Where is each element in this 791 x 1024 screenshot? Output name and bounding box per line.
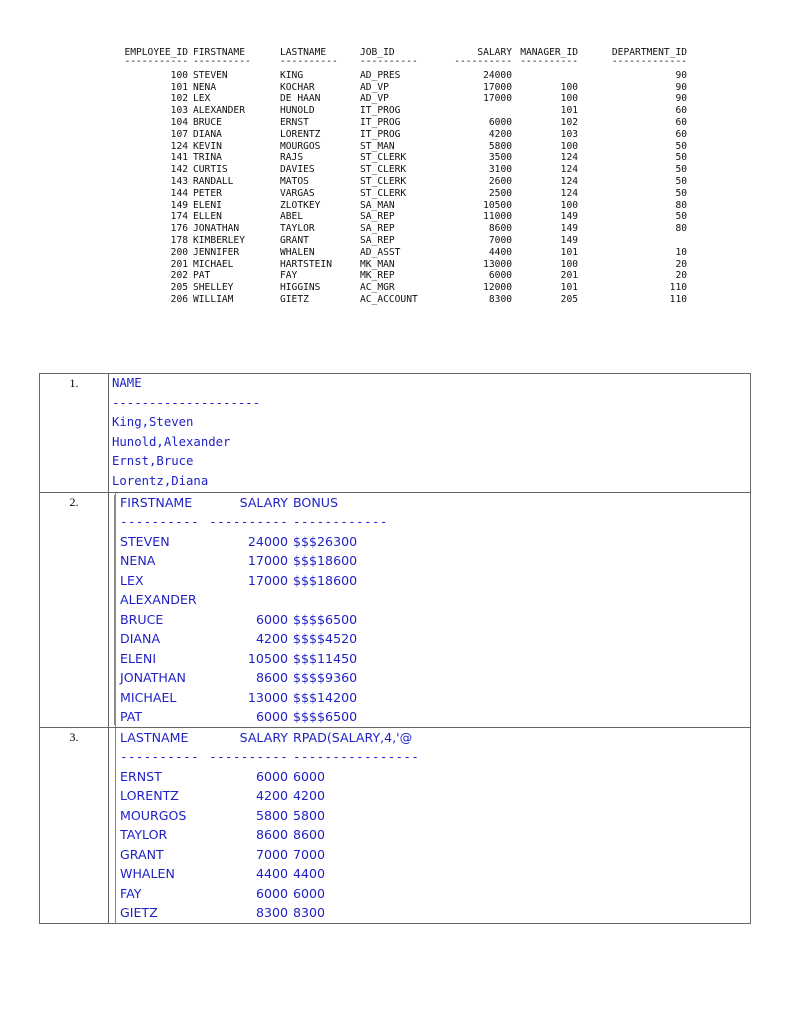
employee-row [96,294,687,306]
employee-row [96,176,687,188]
column-header: RPAD(SALARY,4,'@ [293,729,413,745]
employee-cell [578,235,687,247]
result-cell: ERNST [120,768,162,784]
employee-cell: AD_VP [360,93,389,105]
employee-cell: 124 [560,164,578,176]
employee-cell [438,105,512,117]
result-cell: $$$14200 [293,689,358,705]
column-header: SALARY [477,47,512,58]
result-cell: 17000 [247,553,288,569]
result-row [120,767,750,787]
employee-cell: LORENTZ [280,128,321,140]
employee-cell: ST_MAN [360,140,395,152]
result-header: NAME [112,376,142,390]
employee-cell: 100 [560,93,578,105]
employee-cell: 124 [170,140,188,152]
result-cell: 24000 [247,533,288,549]
employee-cell: 10 [675,246,687,258]
result-cell: $$$$4520 [293,631,358,647]
employee-cell: 50 [675,152,687,164]
result-header-row [120,728,750,748]
employee-cell: 50 [675,175,687,187]
employee-cell: ABEL [280,211,304,223]
result-cell: 8600 [293,827,326,843]
employee-cell: 60 [675,116,687,128]
employee-cell: 149 [560,223,578,235]
employee-cell: 149 [560,234,578,246]
employee-cell: TRINA [193,152,222,164]
employee-cell: 3500 [488,152,512,164]
result-cell: GIETZ [120,905,158,921]
result-cell: 5800 [293,807,326,823]
result-cell: 6000 [255,709,288,725]
result-cell: LORENTZ [120,788,179,804]
employee-cell: MK_REP [360,270,395,282]
employee-cell: BRUCE [193,116,222,128]
employee-row [96,70,687,82]
result-cell: $$$$6500 [293,709,358,725]
employee-cell: VARGAS [280,187,315,199]
employee-row [96,129,687,141]
employee-cell: 143 [170,175,188,187]
employee-cell: SA_REP [360,223,395,235]
employee-cell: 107 [170,128,188,140]
separator: ------------- [611,58,687,67]
column-header: FIRSTNAME [120,494,193,510]
separator: ----------- [124,58,188,67]
result-line: Lorentz,Diana [112,473,209,488]
employee-cell: 124 [560,152,578,164]
employee-cell: DAVIES [280,164,315,176]
result-row [120,668,750,688]
employee-cell: ELENI [193,199,222,211]
employee-cell: PETER [193,187,222,199]
result-cell: $$$26300 [293,533,358,549]
separator: ---------- [520,58,578,67]
result-cell: MICHAEL [120,689,177,705]
employee-row [96,188,687,200]
column-header: JOB_ID [360,47,395,58]
result-cell: NENA [120,553,156,569]
separator: ---------- [120,514,199,530]
employee-cell: 50 [675,140,687,152]
separator: ---------- [209,749,288,765]
column-header: SALARY [239,729,288,745]
result-cell: $$$$9360 [293,670,358,686]
result-row [120,864,750,884]
employee-cell: DIANA [193,128,222,140]
column-header: SALARY [239,494,288,510]
employee-cell: 104 [170,116,188,128]
employee-cell: ST_CLERK [360,152,407,164]
employee-cell: 110 [669,282,687,294]
result-row-3 [40,727,751,923]
separator: ---------- [209,514,288,530]
separator: ---------- [193,58,251,67]
column-header: DEPARTMENT_ID [611,47,687,58]
employee-cell: SA_REP [360,211,395,223]
results-table [39,373,751,924]
employee-cell: 100 [560,199,578,211]
result-cell: 8300 [293,905,326,921]
result-cell: 6000 [255,611,288,627]
result-line: Ernst,Bruce [112,454,194,469]
employee-cell: ZLOTKEY [280,199,321,211]
employee-cell: 6000 [488,116,512,128]
employee-cell: PAT [193,270,211,282]
separator: ---------- [454,58,512,67]
employee-cell: 110 [669,293,687,305]
employee-cell: IT_PROG [360,128,401,140]
employee-cell: 101 [170,81,188,93]
result-rows [120,532,750,727]
result-cell [208,590,288,610]
employee-cell: 4200 [488,128,512,140]
result-row-2 [40,492,751,727]
employee-cell: HIGGINS [280,282,321,294]
employee-cell: 124 [560,187,578,199]
employee-cell: AD_ASST [360,246,401,258]
employee-cell: HARTSTEIN [280,258,332,270]
employee-cell: 90 [675,81,687,93]
employee-row [96,235,687,247]
column-header: LASTNAME [280,47,327,58]
separator: ---------------- [293,749,420,765]
employee-row [96,247,687,259]
employee-cell: 103 [560,128,578,140]
result-cell: 4200 [293,788,326,804]
result-cell: MOURGOS [120,807,187,823]
employee-row [96,117,687,129]
employee-cell: SHELLEY [193,282,234,294]
employee-cell: 50 [675,211,687,223]
employee-cell: 8300 [488,293,512,305]
employee-cell: FAY [280,270,298,282]
result-cell: 5800 [255,807,288,823]
result-cell: PAT [120,709,143,725]
employee-separator-row [96,59,687,68]
employee-cell: 100 [170,69,188,81]
employee-row [96,82,687,94]
result-content [109,374,751,493]
employee-cell: SA_REP [360,234,395,246]
employee-cell: IT_PROG [360,116,401,128]
result-cell: $$$$6500 [293,611,358,627]
result-cell: 8600 [255,827,288,843]
employee-cell: 17000 [483,93,512,105]
separator: ---------- [360,58,418,67]
employee-cell: 174 [170,211,188,223]
employee-cell: 17000 [483,81,512,93]
employee-cell: ALEXANDER [193,105,245,117]
employee-cell: WHALEN [280,246,315,258]
employee-cell: 205 [560,293,578,305]
separator: ---------- [280,58,338,67]
result-lines [112,413,750,491]
result-row [120,610,750,630]
result-cell: $$$18600 [293,553,358,569]
employee-cell: 90 [675,93,687,105]
employee-cell: 11000 [483,211,512,223]
employee-cell: 20 [675,270,687,282]
employee-cell: AC_MGR [360,282,395,294]
employee-cell: 100 [560,140,578,152]
employee-cell: 176 [170,223,188,235]
employee-cell: ERNST [280,116,309,128]
employee-listing [96,47,687,306]
employee-cell: JONATHAN [193,223,240,235]
result-cell: 4200 [255,788,288,804]
employee-cell: 100 [560,258,578,270]
employee-cell: 50 [675,187,687,199]
result-row [120,707,750,727]
employee-cell: ST_CLERK [360,175,407,187]
employee-cell: 142 [170,164,188,176]
employee-cell: 201 [560,270,578,282]
employee-cell: MOURGOS [280,140,321,152]
result-row [120,806,750,826]
column-header: BONUS [293,494,338,510]
employee-row [96,105,687,117]
employee-cell: MATOS [280,175,309,187]
employee-cell: 8600 [488,223,512,235]
employee-cell: 4400 [488,246,512,258]
employee-cell: CURTIS [193,164,228,176]
employee-cell: GRANT [280,234,309,246]
result-row [120,825,750,845]
employee-cell: DE HAAN [280,93,321,105]
column-header: LASTNAME [120,729,189,745]
result-separator-row [120,512,750,532]
employee-cell: 124 [560,175,578,187]
employee-cell: 12000 [483,282,512,294]
employee-cell: 3100 [488,164,512,176]
result-cell: $$$11450 [293,650,358,666]
result-separator-row [120,747,750,767]
result-2-frame [115,493,750,727]
result-line: Hunold,Alexander [112,434,231,449]
result-cell: 6000 [293,885,326,901]
employee-cell: 2600 [488,175,512,187]
employee-cell: STEVEN [193,69,228,81]
result-cell: STEVEN [120,533,170,549]
employee-cell: 201 [170,258,188,270]
employee-cell [512,70,578,82]
result-cell: 17000 [247,572,288,588]
result-3-frame [115,728,750,923]
employee-cell: WILLIAM [193,293,234,305]
result-cell: DIANA [120,631,161,647]
employee-cell: 101 [560,246,578,258]
employee-row [96,270,687,282]
employee-cell: MICHAEL [193,258,234,270]
result-row [120,571,750,591]
result-row [120,903,750,923]
employee-cell: 149 [170,199,188,211]
column-header: FIRSTNAME [193,47,245,58]
employee-row [96,211,687,223]
employee-cell: 6000 [488,270,512,282]
result-3-output [120,728,750,923]
result-cell: 8600 [255,670,288,686]
result-cell: 6000 [255,885,288,901]
employee-cell: 7000 [488,234,512,246]
employee-cell: 80 [675,223,687,235]
employee-cell: 60 [675,105,687,117]
employee-row [96,282,687,294]
column-header: EMPLOYEE_ID [124,47,188,58]
column-header: MANAGER_ID [520,47,578,58]
result-cell: 6000 [293,768,326,784]
employee-cell: 60 [675,128,687,140]
employee-cell: KING [280,69,304,81]
result-cell: 4400 [293,866,326,882]
separator: ---------- [120,749,199,765]
employee-cell: 200 [170,246,188,258]
result-cell: LEX [120,572,144,588]
result-cell: $$$18600 [293,572,358,588]
result-cell: 7000 [293,846,326,862]
employee-cell: 24000 [483,69,512,81]
employee-cell: KEVIN [193,140,222,152]
employee-cell: 205 [170,282,188,294]
employee-cell: 178 [170,234,188,246]
result-row [120,845,750,865]
result-rows [120,767,750,923]
employee-rows [96,70,687,306]
employee-row [96,141,687,153]
result-row [120,532,750,552]
employee-cell: KIMBERLEY [193,234,245,246]
employee-header-row [96,47,687,59]
result-row [120,590,750,610]
result-cell: ALEXANDER [120,592,197,608]
employee-cell: 102 [560,116,578,128]
employee-cell: AD_PRES [360,69,401,81]
employee-row [96,164,687,176]
employee-cell: 149 [560,211,578,223]
result-number: 1. [40,374,109,493]
result-cell: 10500 [247,650,288,666]
employee-cell: SA_MAN [360,199,395,211]
result-cell: TAYLOR [120,827,168,843]
employee-cell: 90 [675,69,687,81]
employee-cell: 100 [560,81,578,93]
employee-cell: 5800 [488,140,512,152]
result-row [120,551,750,571]
employee-row [96,223,687,235]
employee-cell: NENA [193,81,217,93]
result-cell [288,590,293,610]
employee-cell: ST_CLERK [360,187,407,199]
employee-cell: 144 [170,187,188,199]
employee-cell: 13000 [483,258,512,270]
employee-row [96,259,687,271]
employee-cell: ST_CLERK [360,164,407,176]
result-row [120,688,750,708]
employee-cell: MK_MAN [360,258,395,270]
employee-cell: 20 [675,258,687,270]
result-cell: 8300 [255,905,288,921]
employee-cell: 206 [170,293,188,305]
result-cell: BRUCE [120,611,164,627]
result-separator: -------------------- [112,395,261,410]
result-content [109,492,751,727]
result-cell: 6000 [255,768,288,784]
employee-cell: KOCHAR [280,81,315,93]
result-row [120,884,750,904]
result-2-output [120,493,750,727]
employee-cell: AD_VP [360,81,389,93]
result-cell: 4400 [255,866,288,882]
employee-row [96,152,687,164]
result-header-row [120,493,750,513]
employee-cell: 103 [170,105,188,117]
result-number: 3. [40,727,109,923]
employee-cell: RAJS [280,152,304,164]
result-line: King,Steven [112,415,194,430]
employee-cell: 102 [170,93,188,105]
result-row-1 [40,374,751,493]
result-row [120,786,750,806]
employee-cell: 10500 [483,199,512,211]
employee-cell: 101 [560,282,578,294]
employee-row [96,93,687,105]
result-row [120,629,750,649]
employee-cell: 2500 [488,187,512,199]
result-cell: 7000 [255,846,288,862]
result-cell: 13000 [247,689,288,705]
result-cell: GRANT [120,846,164,862]
employee-cell: 80 [675,199,687,211]
result-cell: WHALEN [120,866,175,882]
result-cell: ELENI [120,650,157,666]
employee-cell: ELLEN [193,211,222,223]
result-number: 2. [40,492,109,727]
employee-cell: LEX [193,93,211,105]
separator: ------------ [293,514,388,530]
employee-cell: HUNOLD [280,105,315,117]
employee-cell: 141 [170,152,188,164]
employee-cell: 202 [170,270,188,282]
employee-cell: 50 [675,164,687,176]
employee-cell: GIETZ [280,293,309,305]
employee-cell: AC_ACCOUNT [360,293,418,305]
employee-cell: 101 [560,105,578,117]
result-cell: JONATHAN [120,670,186,686]
result-cell: FAY [120,885,142,901]
employee-cell: RANDALL [193,175,234,187]
employee-cell: IT_PROG [360,105,401,117]
result-row [120,649,750,669]
result-content [109,727,751,923]
employee-cell: JENNIFER [193,246,240,258]
employee-row [96,200,687,212]
result-1-output [111,374,750,492]
employee-cell: TAYLOR [280,223,315,235]
result-cell: 4200 [255,631,288,647]
